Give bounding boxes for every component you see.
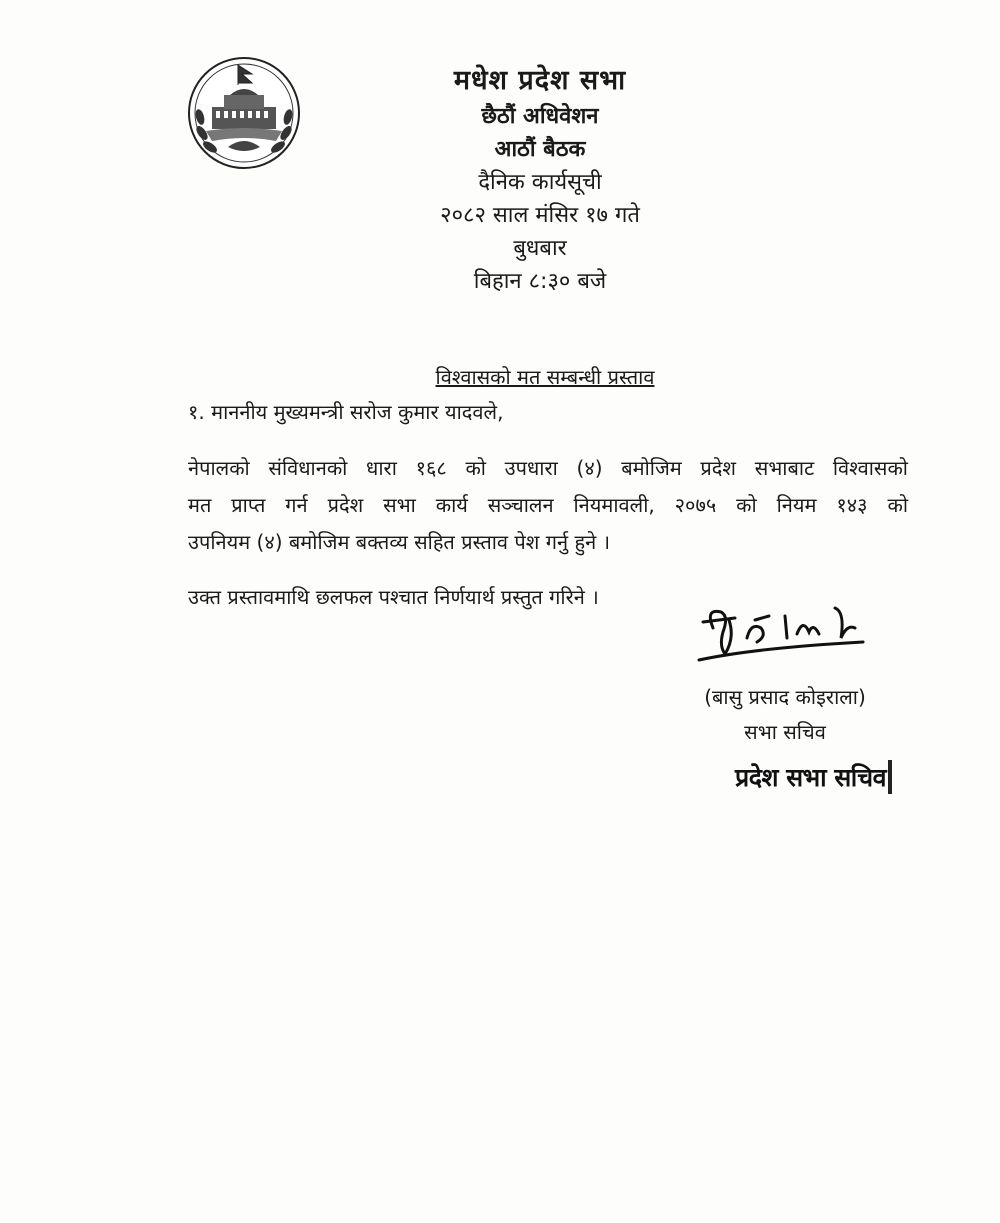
session-label: छैठौं अधिवेशन bbox=[481, 104, 599, 129]
paragraph-line: मत प्राप्त गर्न प्रदेश सभा कार्य सञ्चालन नियमावली, २०७५ को नियम १४३ को bbox=[188, 493, 908, 517]
document-header bbox=[330, 62, 750, 298]
meeting-day: बुधबार bbox=[513, 236, 567, 261]
meeting-date: २०८२ साल मंसिर १७ गते bbox=[440, 203, 640, 228]
motion-paragraph bbox=[188, 450, 908, 561]
agenda-title: दैनिक कार्यसूची bbox=[478, 170, 602, 195]
closing-statement: उक्त प्रस्तावमाथि छलफल पश्चात निर्णयार्थ प्रस्तुत गरिने । bbox=[188, 585, 599, 609]
handwritten-signature bbox=[695, 598, 870, 673]
signatory-designation: सभा सचिव bbox=[744, 720, 826, 744]
agenda-item-1: १. माननीय मुख्यमन्त्री सरोज कुमार यादवले, bbox=[188, 400, 504, 424]
paragraph-line: नेपालको संविधानको धारा १६८ को उपधारा (४) बमोजिम प्रदेश सभाबाट विश्वासको bbox=[188, 456, 908, 480]
agenda-subject: विश्वासको मत सम्बन्धी प्रस्ताव bbox=[435, 365, 655, 389]
assembly-title: मधेश प्रदेश सभा bbox=[453, 65, 627, 96]
assembly-emblem-icon bbox=[186, 55, 302, 171]
paragraph-line: उपनियम (४) बमोजिम बक्तव्य सहित प्रस्ताव पेश गर्नु हुने । bbox=[188, 530, 611, 554]
office-stamp: प्रदेश सभा सचिव bbox=[735, 760, 892, 794]
meeting-time: बिहान ८:३० बजे bbox=[473, 269, 607, 294]
meeting-label: आठौं बैठक bbox=[494, 137, 586, 162]
signatory-name: (बासु प्रसाद कोइराला) bbox=[704, 685, 866, 709]
